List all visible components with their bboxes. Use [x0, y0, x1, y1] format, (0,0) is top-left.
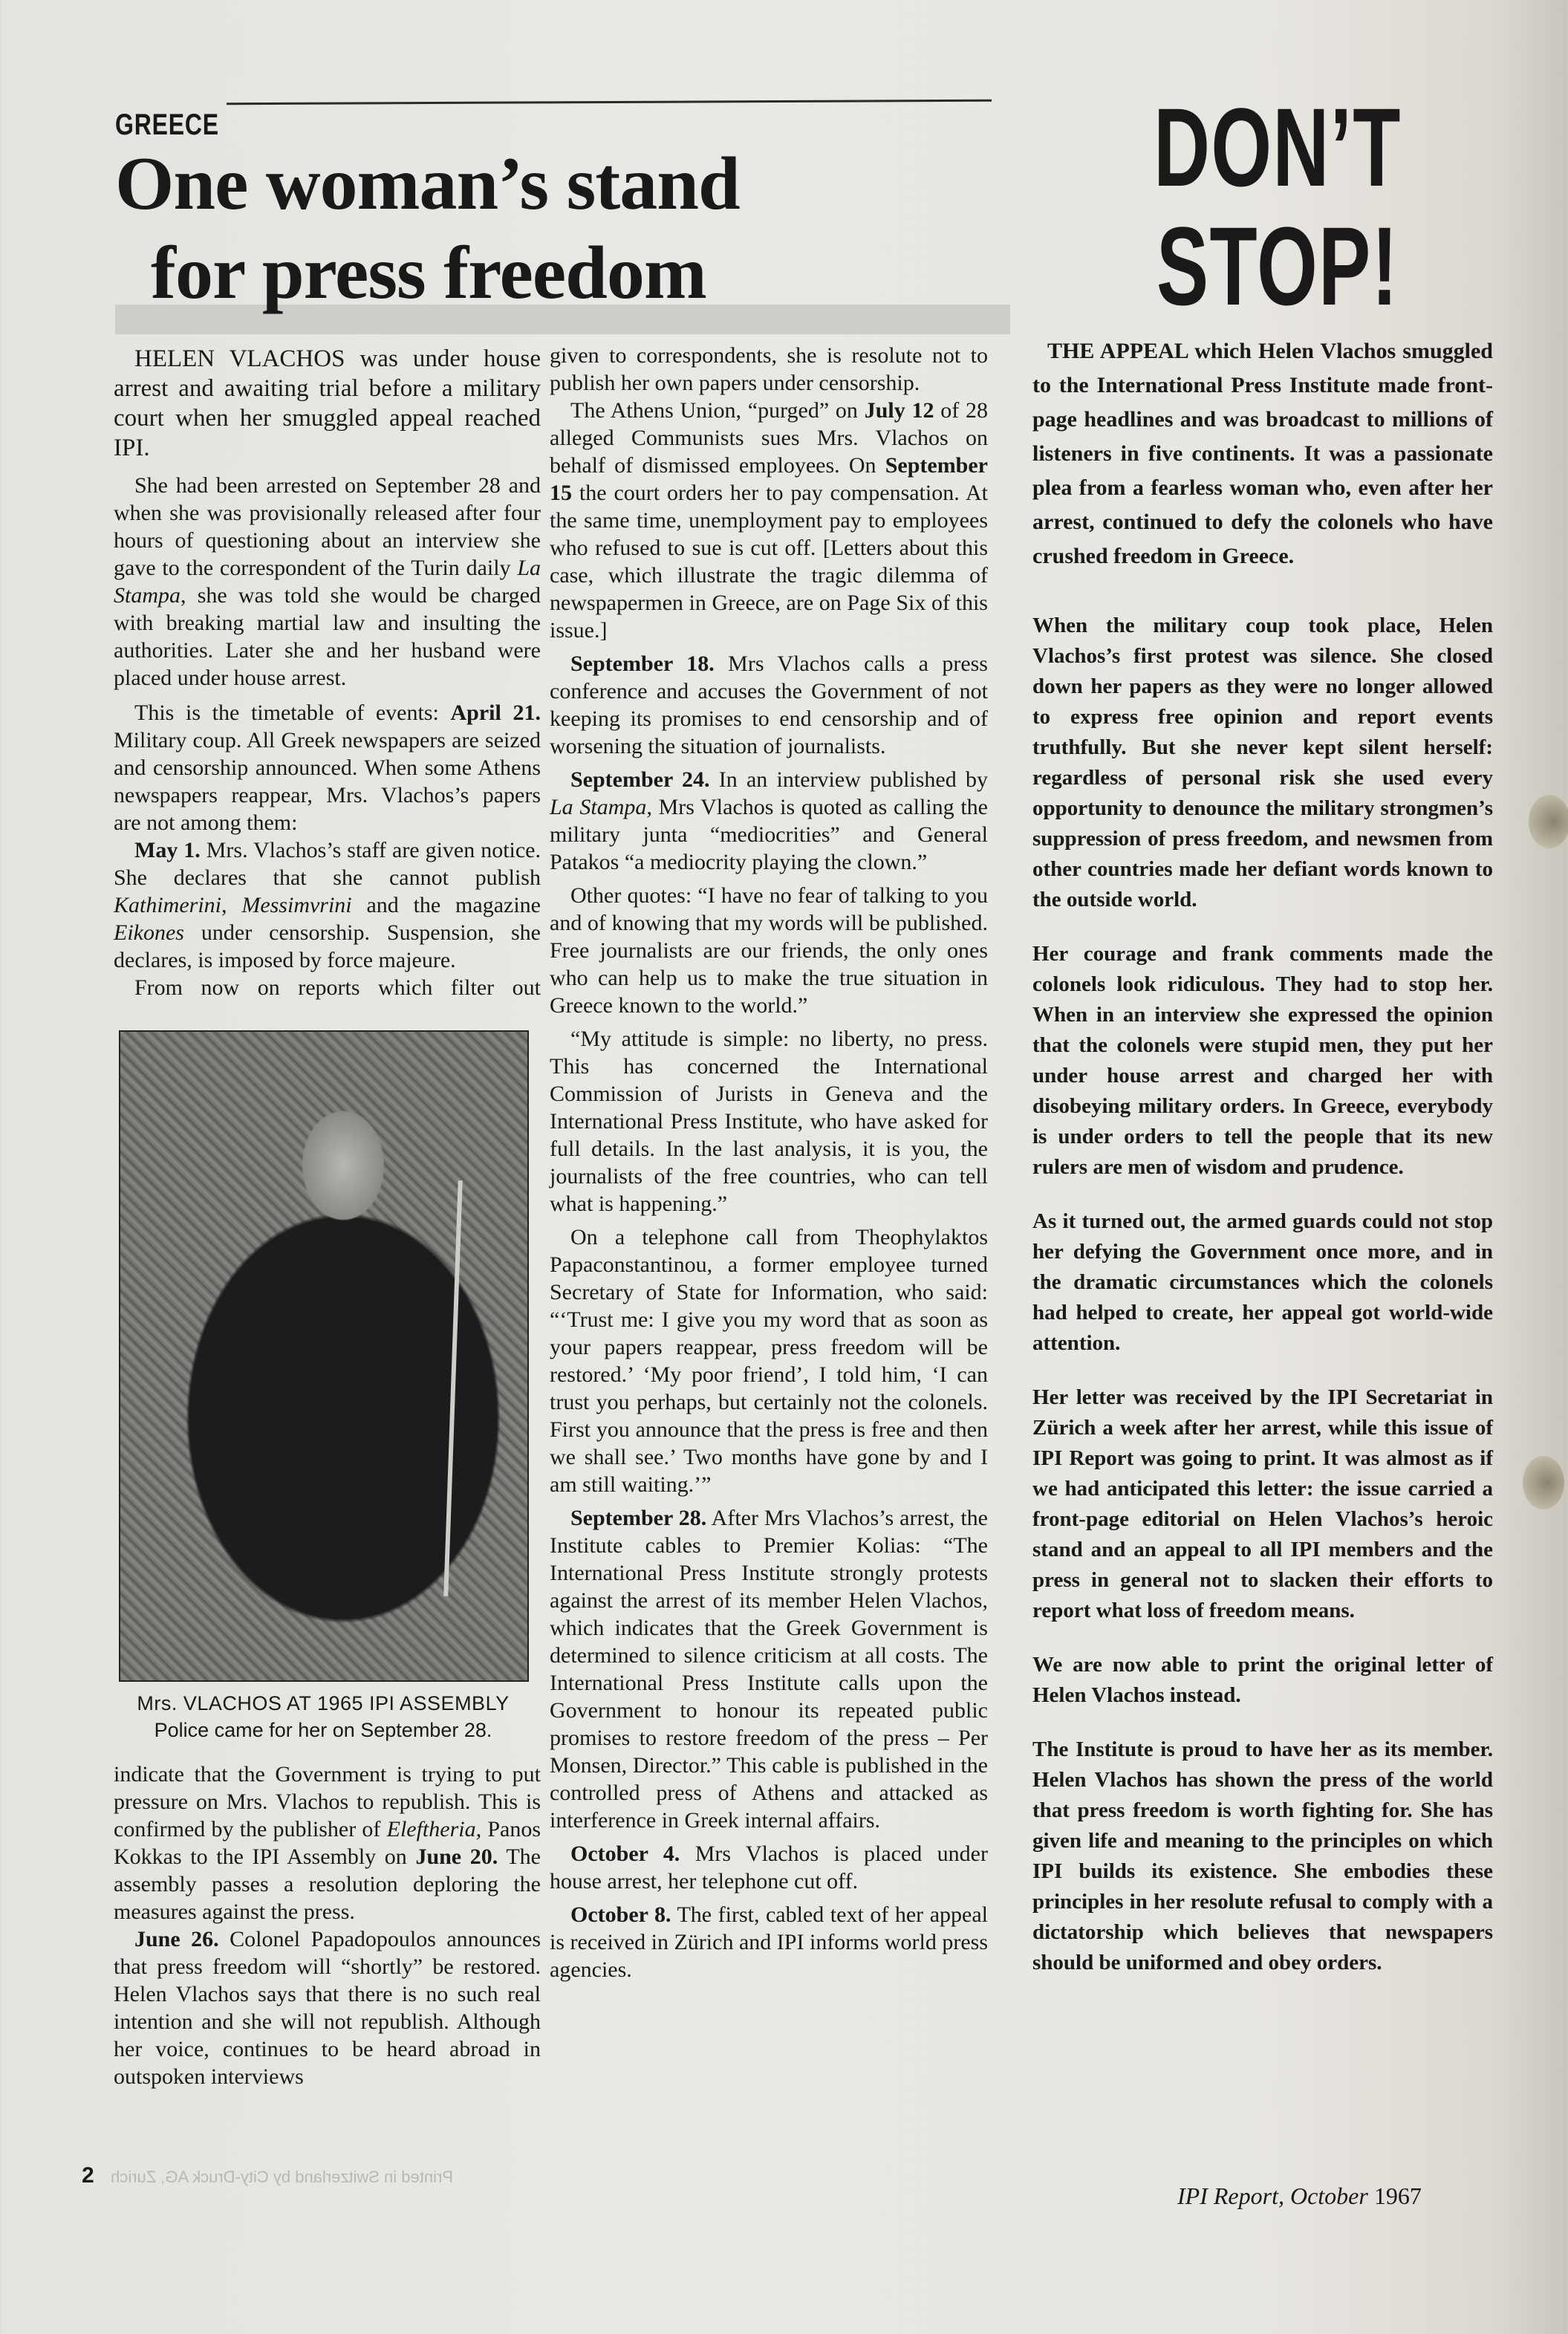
article-paragraph: September 18. Mrs Vlachos calls a press conference and accuses the Government of not keeping its promises to end censorship and of worsening the situation of journalists.: [550, 651, 988, 758]
printer-imprint-show-through: Printed in Switzerland by City-Druck AG, Zurich: [111, 2168, 453, 2186]
sidebar-paragraph: When the military coup took place, Helen Vlachos’s first protest was silence. She closed down her papers as they were no longer allowed to express free opinion and report events truthfully. But she never kept silent herself: regardless of personal risk she used every opportunity to denounce the military strongmen’s suppression of press freedom, and newsmen from other countries made her defiant words known to the outside world.: [1032, 614, 1493, 911]
photo-caption: [120, 1690, 526, 1743]
microphone-stand: [443, 1180, 463, 1596]
header-rule: [227, 100, 992, 105]
article-column-1-continued: [114, 1761, 541, 2090]
article-column-1: [114, 344, 541, 1001]
article-paragraph: On a telephone call from Theophylaktos Papaconstantinou, a former employee turned Secretary of State for Information, who said: “‘Trust me: I give you my word that as soon as your papers reappear, press freedom will be restored.’ ‘My poor friend’, I told him, ‘I can trust you perhaps, but certainly not the colonels. First you announce that the press is free and then we shall see.’ Two months have gone by and I am still waiting.’”: [550, 1225, 988, 1497]
article-paragraph: indicate that the Government is trying to put pressure on Mrs. Vlachos to republish. This is confirmed by the publisher of Eleftheria, Panos Kokkas to the IPI Assembly on June 20. The assembly passes a resolution deploring the measures against the press.: [114, 1762, 541, 1924]
article-paragraph: “My attitude is simple: no liberty, no press. This has concerned the International Commission of Jurists in Geneva and the International Press Institute, who have asked for full details. In the last analysis, it is you, the journalists of the free countries, who can tell what is happening.”: [550, 1027, 988, 1216]
article-paragraph: June 26. Colonel Papadopoulos announces that press freedom will “shortly” be restored. Helen Vlachos says that there is no such real intention and she will not republish. Although her voice, continues to be heard abroad in outspoken interviews: [114, 1927, 541, 2089]
article-column-2: [550, 342, 988, 1983]
photo-caption-line-2: Police came for her on September 28.: [154, 1719, 492, 1741]
punch-hole: [1523, 1456, 1564, 1509]
page-number: 2: [82, 2163, 94, 2188]
sidebar-paragraph: Her letter was received by the IPI Secretariat in Zürich a week after her arrest, while this issue of IPI Report was going to print. It was almost as if we had anticipated this letter: the issue carried a front-page editorial on Helen Vlachos’s heroic stand and an appeal to all IPI members and the press in general not to slacken their efforts to report what loss of freedom means.: [1032, 1385, 1493, 1622]
article-paragraph: She had been arrested on September 28 and when she was provisionally released after four hours of questioning about an interview she gave to the correspondent of the Turin daily La Stampa, she was told she would be charged with breaking martial law and insulting the authorities. Later she and her husband were placed under house arrest.: [114, 473, 541, 690]
sidebar-paragraph: As it turned out, the armed guards could not stop her defying the Government once more, and in the dramatic circumstances which the colonels had helped to create, her appeal got world-wide attention.: [1032, 1209, 1493, 1355]
article-paragraph: September 24. In an interview published by La Stampa, Mrs Vlachos is quoted as calling the military junta “mediocrities” and General Patakos “a mediocrity playing the clown.”: [550, 767, 988, 874]
sidebar-title-line-2: STOP!: [1157, 204, 1399, 328]
punch-hole: [1529, 795, 1568, 848]
headline: [115, 140, 740, 318]
sidebar-title: [1148, 85, 1408, 328]
section-kicker: GREECE: [115, 108, 219, 141]
sidebar-title-line-1: DON’T: [1154, 85, 1402, 209]
sidebar-intro: THE APPEAL which Helen Vlachos smuggled to the International Press Institute made front-page headlines and was broadcast to millions of listeners in five continents. It was a passionate plea from a fearless woman who, even after her arrest, continued to defy the colonels who have crushed freedom in Greece.: [1032, 339, 1493, 568]
headline-line-2: for press freedom: [151, 231, 706, 315]
sidebar-paragraph: We are now able to print the original letter of Helen Vlachos instead.: [1032, 1653, 1493, 1707]
sidebar-column: [1032, 334, 1493, 2002]
sidebar-paragraph: The Institute is proud to have her as its member. Helen Vlachos has shown the press of the world that press freedom is worth fighting for. She has given life and meaning to the principles on which IPI builds its existence. She embodies these principles in her resolute refusal to comply with a dictatorship which believes that newspapers should be uniformed and obey orders.: [1032, 1738, 1493, 1974]
photo-helen-vlachos: [119, 1030, 529, 1682]
headline-line-1: One woman’s stand: [115, 142, 740, 226]
article-paragraph: From now on reports which filter out: [134, 975, 541, 1000]
article-lead: HELEN VLACHOS was under house arrest and awaiting trial before a military court when her smuggled appeal reached IPI.: [114, 345, 541, 461]
sidebar-paragraph: Her courage and frank comments made the colonels look ridiculous. They had to stop her. When in an interview she expressed the opinion that the colonels were stupid men, they put her under house arrest and charged her with disobeying military orders. In Greece, everybody is under orders to tell the people that its new rulers are men of wisdom and prudence.: [1032, 942, 1493, 1179]
article-paragraph: This is the timetable of events: April 21. Military coup. All Greek newspapers are seized and censorship announced. When some Athens newspapers reappear, Mrs. Vlachos’s papers are not among them:: [114, 700, 541, 835]
article-paragraph: May 1. Mrs. Vlachos’s staff are given notice. She declares that she cannot publish Kathimerini, Messimvrini and the magazine Eikones under censorship. Suspension, she declares, is imposed by force majeure.: [114, 838, 541, 972]
article-paragraph: The Athens Union, “purged” on July 12 of 28 alleged Communists sues Mrs. Vlachos on behalf of dismissed employees. On September 15 the court orders her to pay compensation. At the same time, unemployment pay to employees who refused to sue is cut off. [Letters about this case, which illustrate the tragic dilemma of newspapermen in Greece, are on Page Six of this issue.]: [550, 398, 988, 643]
photo-caption-line-1: Mrs. VLACHOS AT 1965 IPI ASSEMBLY: [137, 1692, 510, 1714]
article-paragraph: September 28. After Mrs Vlachos’s arrest, the Institute cables to Premier Kolias: “The International Press Institute strongly protests against the arrest of its member Helen Vlachos, which indicates that the Greek Government is determined to silence criticism at all costs. The International Press Institute calls upon the Government to honour its repeated public promises to restore freedom of the press – Per Monsen, Director.” This cable is published in the controlled press of Athens and attacked as interference in Greek internal affairs.: [550, 1506, 988, 1833]
publication-footer: IPI Report, October 1967: [1177, 2182, 1422, 2209]
article-paragraph: Other quotes: “I have no fear of talking to you and of knowing that my words will be published. Free journalists are our friends, the only ones who can help us to make the true situation in Greece known to the world.”: [550, 883, 988, 1018]
article-paragraph: October 4. Mrs Vlachos is placed under house arrest, her telephone cut off.: [550, 1841, 988, 1893]
article-paragraph: October 8. The first, cabled text of her appeal is received in Zürich and IPI informs world press agencies.: [550, 1902, 988, 1982]
article-paragraph: given to correspondents, she is resolute not to publish her own papers under censorship.: [550, 343, 988, 395]
